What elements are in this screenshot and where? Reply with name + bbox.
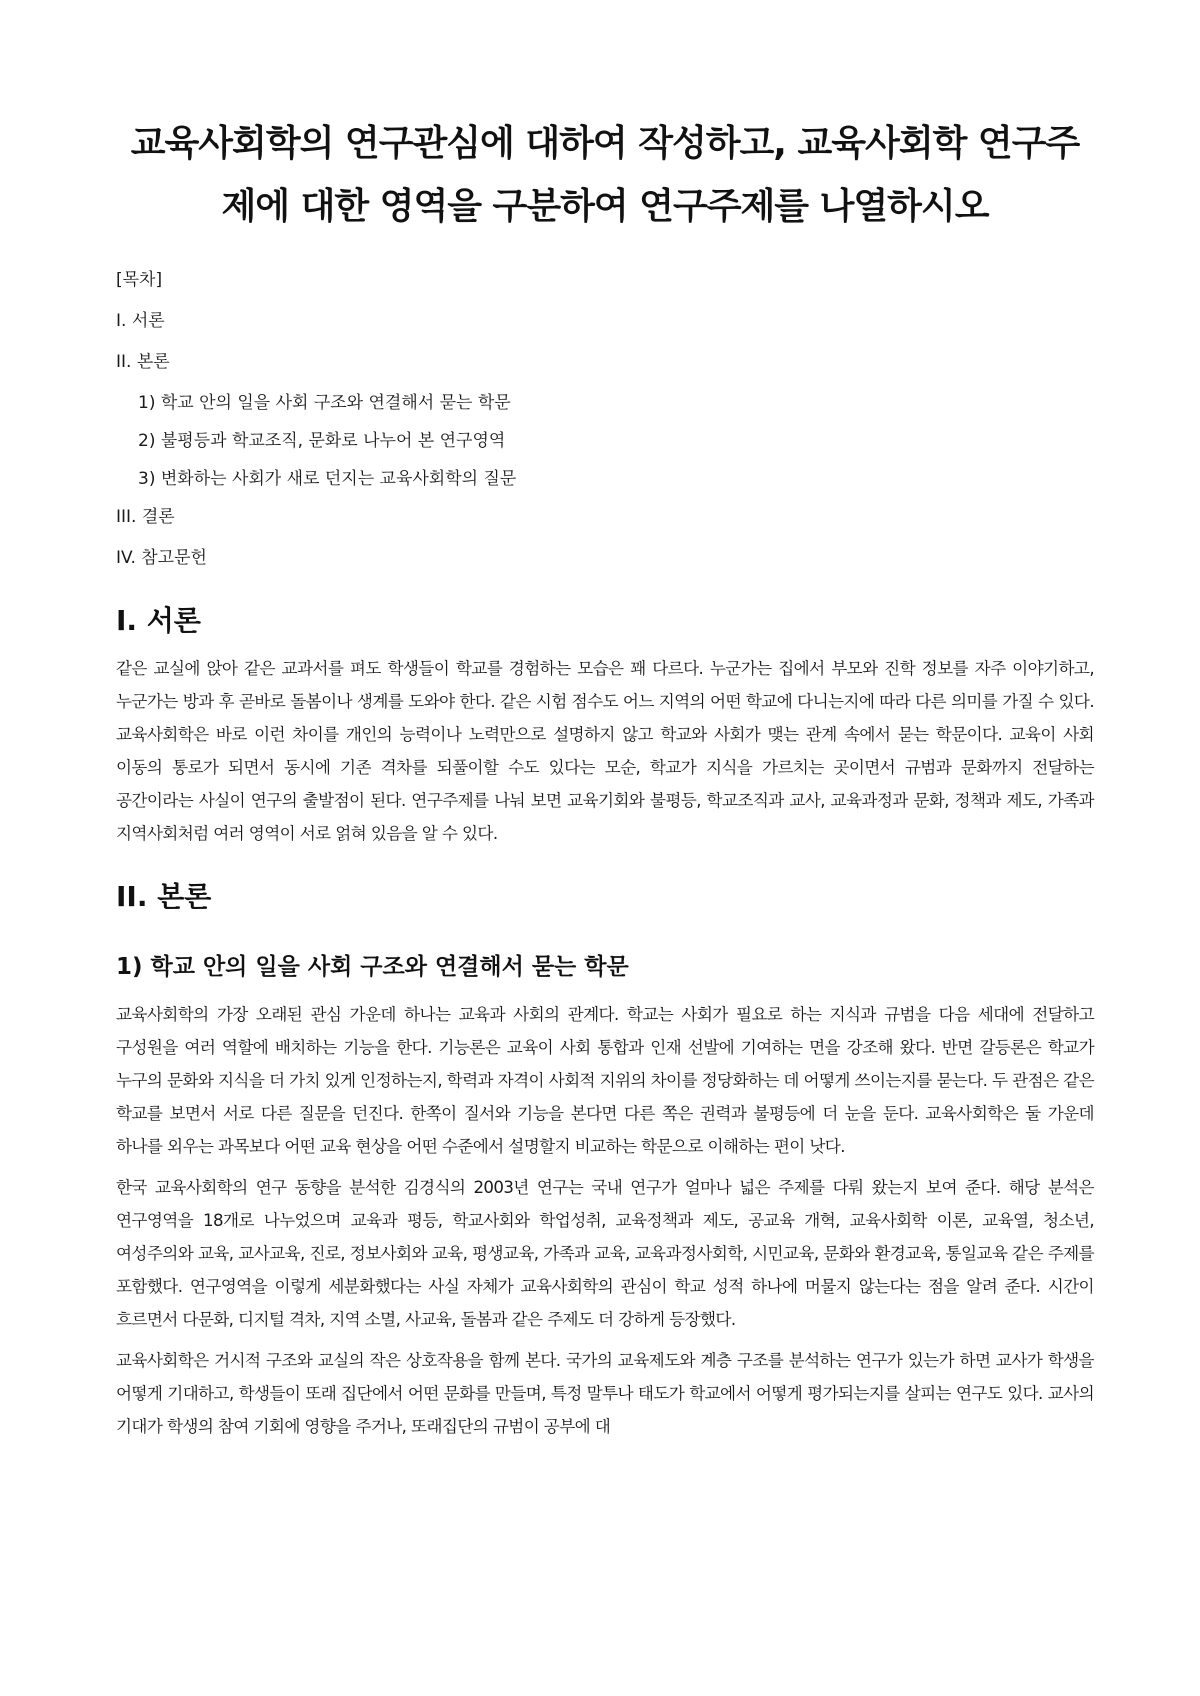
body-paragraph-3: 교육사회학은 거시적 구조와 교실의 작은 상호작용을 함께 본다. 국가의 교육제도와 계층 구조를 분석하는 연구가 있는가 하면 교사가 학생을 어떻게 기대하고, 학생들이 또래 집단에서 어떤 문화를 만들며, 특정 말투나 태도가 학교에서 어떻게 평가되는지를 살피는 연구도 있다. 교사의 기대가 학생의 참여 기회에 영향을 주거나, 또래집단의 규범이 공부에 대	[116, 1351, 1094, 1436]
toc-item-conclusion: III. 결론	[116, 507, 175, 527]
toc-heading: [목차]	[116, 270, 163, 290]
body-paragraph-1: 교육사회학의 가장 오래된 관심 가운데 하나는 교육과 사회의 관계다. 학교는 사회가 필요로 하는 지식과 규범을 다음 세대에 전달하고 구성원을 여러 역할에 배치하는 기능을 한다. 기능론은 교육이 사회 통합과 인재 선발에 기여하는 면을 강조해 왔다. 반면 갈등론은 학교가 누구의 문화와 지식을 더 가치 있게 인정하는지, 학력과 자격이 사회적 지위의 차이를 정당화하는 데 어떻게 쓰이는지를 묻는다. 두 관점은 같은 학교를 보면서 서로 다른 질문을 던진다. 한쪽이 질서와 기능을 본다면 다른 쪽은 권력과 불평등에 더 눈을 둔다. 교육사회학은 둘 가운데 하나를 외우는 과목보다 어떤 교육 현상을 어떤 수준에서 설명할지 비교하는 학문으로 이해하는 편이 낫다.	[116, 1005, 1094, 1156]
document-title: 교육사회학의 연구관심에 대하여 작성하고, 교육사회학 연구주제에 대한 영역을 구분하여 연구주제를 나열하시오	[130, 123, 1080, 227]
document-page	[116, 112, 1094, 1451]
subsection-heading-1: 1) 학교 안의 일을 사회 구조와 연결해서 묻는 학문	[116, 954, 629, 980]
toc-item-intro: I. 서론	[116, 311, 165, 331]
body-paragraph-2: 한국 교육사회학의 연구 동향을 분석한 김경식의 2003년 연구는 국내 연구가 얼마나 넓은 주제를 다뤄 왔는지 보여 준다. 해당 분석은 연구영역을 18개로 나누었으며 교육과 평등, 학교사회와 학업성취, 교육정책과 제도, 공교육 개혁, 교육사회학 이론, 교육열, 청소년, 여성주의와 교육, 교사교육, 진로, 정보사회와 교육, 평생교육, 가족과 교육, 교육과정사회학, 시민교육, 문화와 환경교육, 통일교육 같은 주제를 포함했다. 연구영역을 이렇게 세분화했다는 사실 자체가 교육사회학의 관심이 학교 성적 하나에 머물지 않는다는 점을 알려 준다. 시간이 흐르면서 다문화, 디지털 격차, 지역 소멸, 사교육, 돌봄과 같은 주제도 더 강하게 등장했다.	[116, 1178, 1094, 1329]
section-heading-body: II. 본론	[116, 880, 212, 913]
toc-item-body-2: 2) 불평등과 학교조직, 문화로 나누어 본 연구영역	[138, 431, 506, 451]
toc-item-body-1: 1) 학교 안의 일을 사회 구조와 연결해서 묻는 학문	[138, 393, 511, 413]
section-heading-intro: I. 서론	[116, 604, 201, 637]
toc-item-body: II. 본론	[116, 352, 170, 372]
intro-paragraph: 같은 교실에 앉아 같은 교과서를 펴도 학생들이 학교를 경험하는 모습은 꽤 다르다. 누군가는 집에서 부모와 진학 정보를 자주 이야기하고, 누군가는 방과 후 곧바로 돌봄이나 생계를 도와야 한다. 같은 시험 점수도 어느 지역의 어떤 학교에 다니는지에 따라 다른 의미를 가질 수 있다. 교육사회학은 바로 이런 차이를 개인의 능력이나 노력만으로 설명하지 않고 학교와 사회가 맺는 관계 속에서 묻는 학문이다. 교육이 사회 이동의 통로가 되면서 동시에 기존 격차를 되풀이할 수도 있다는 모순, 학교가 지식을 가르치는 곳이면서 규범과 문화까지 전달하는 공간이라는 사실이 연구의 출발점이 된다. 연구주제를 나눠 보면 교육기회와 불평등, 학교조직과 교사, 교육과정과 문화, 정책과 제도, 가족과 지역사회처럼 여러 영역이 서로 얽혀 있음을 알 수 있다.	[116, 659, 1094, 843]
toc-item-body-3: 3) 변화하는 사회가 새로 던지는 교육사회학의 질문	[138, 469, 517, 489]
table-of-contents	[116, 268, 1094, 570]
toc-item-references: IV. 참고문헌	[116, 548, 207, 568]
